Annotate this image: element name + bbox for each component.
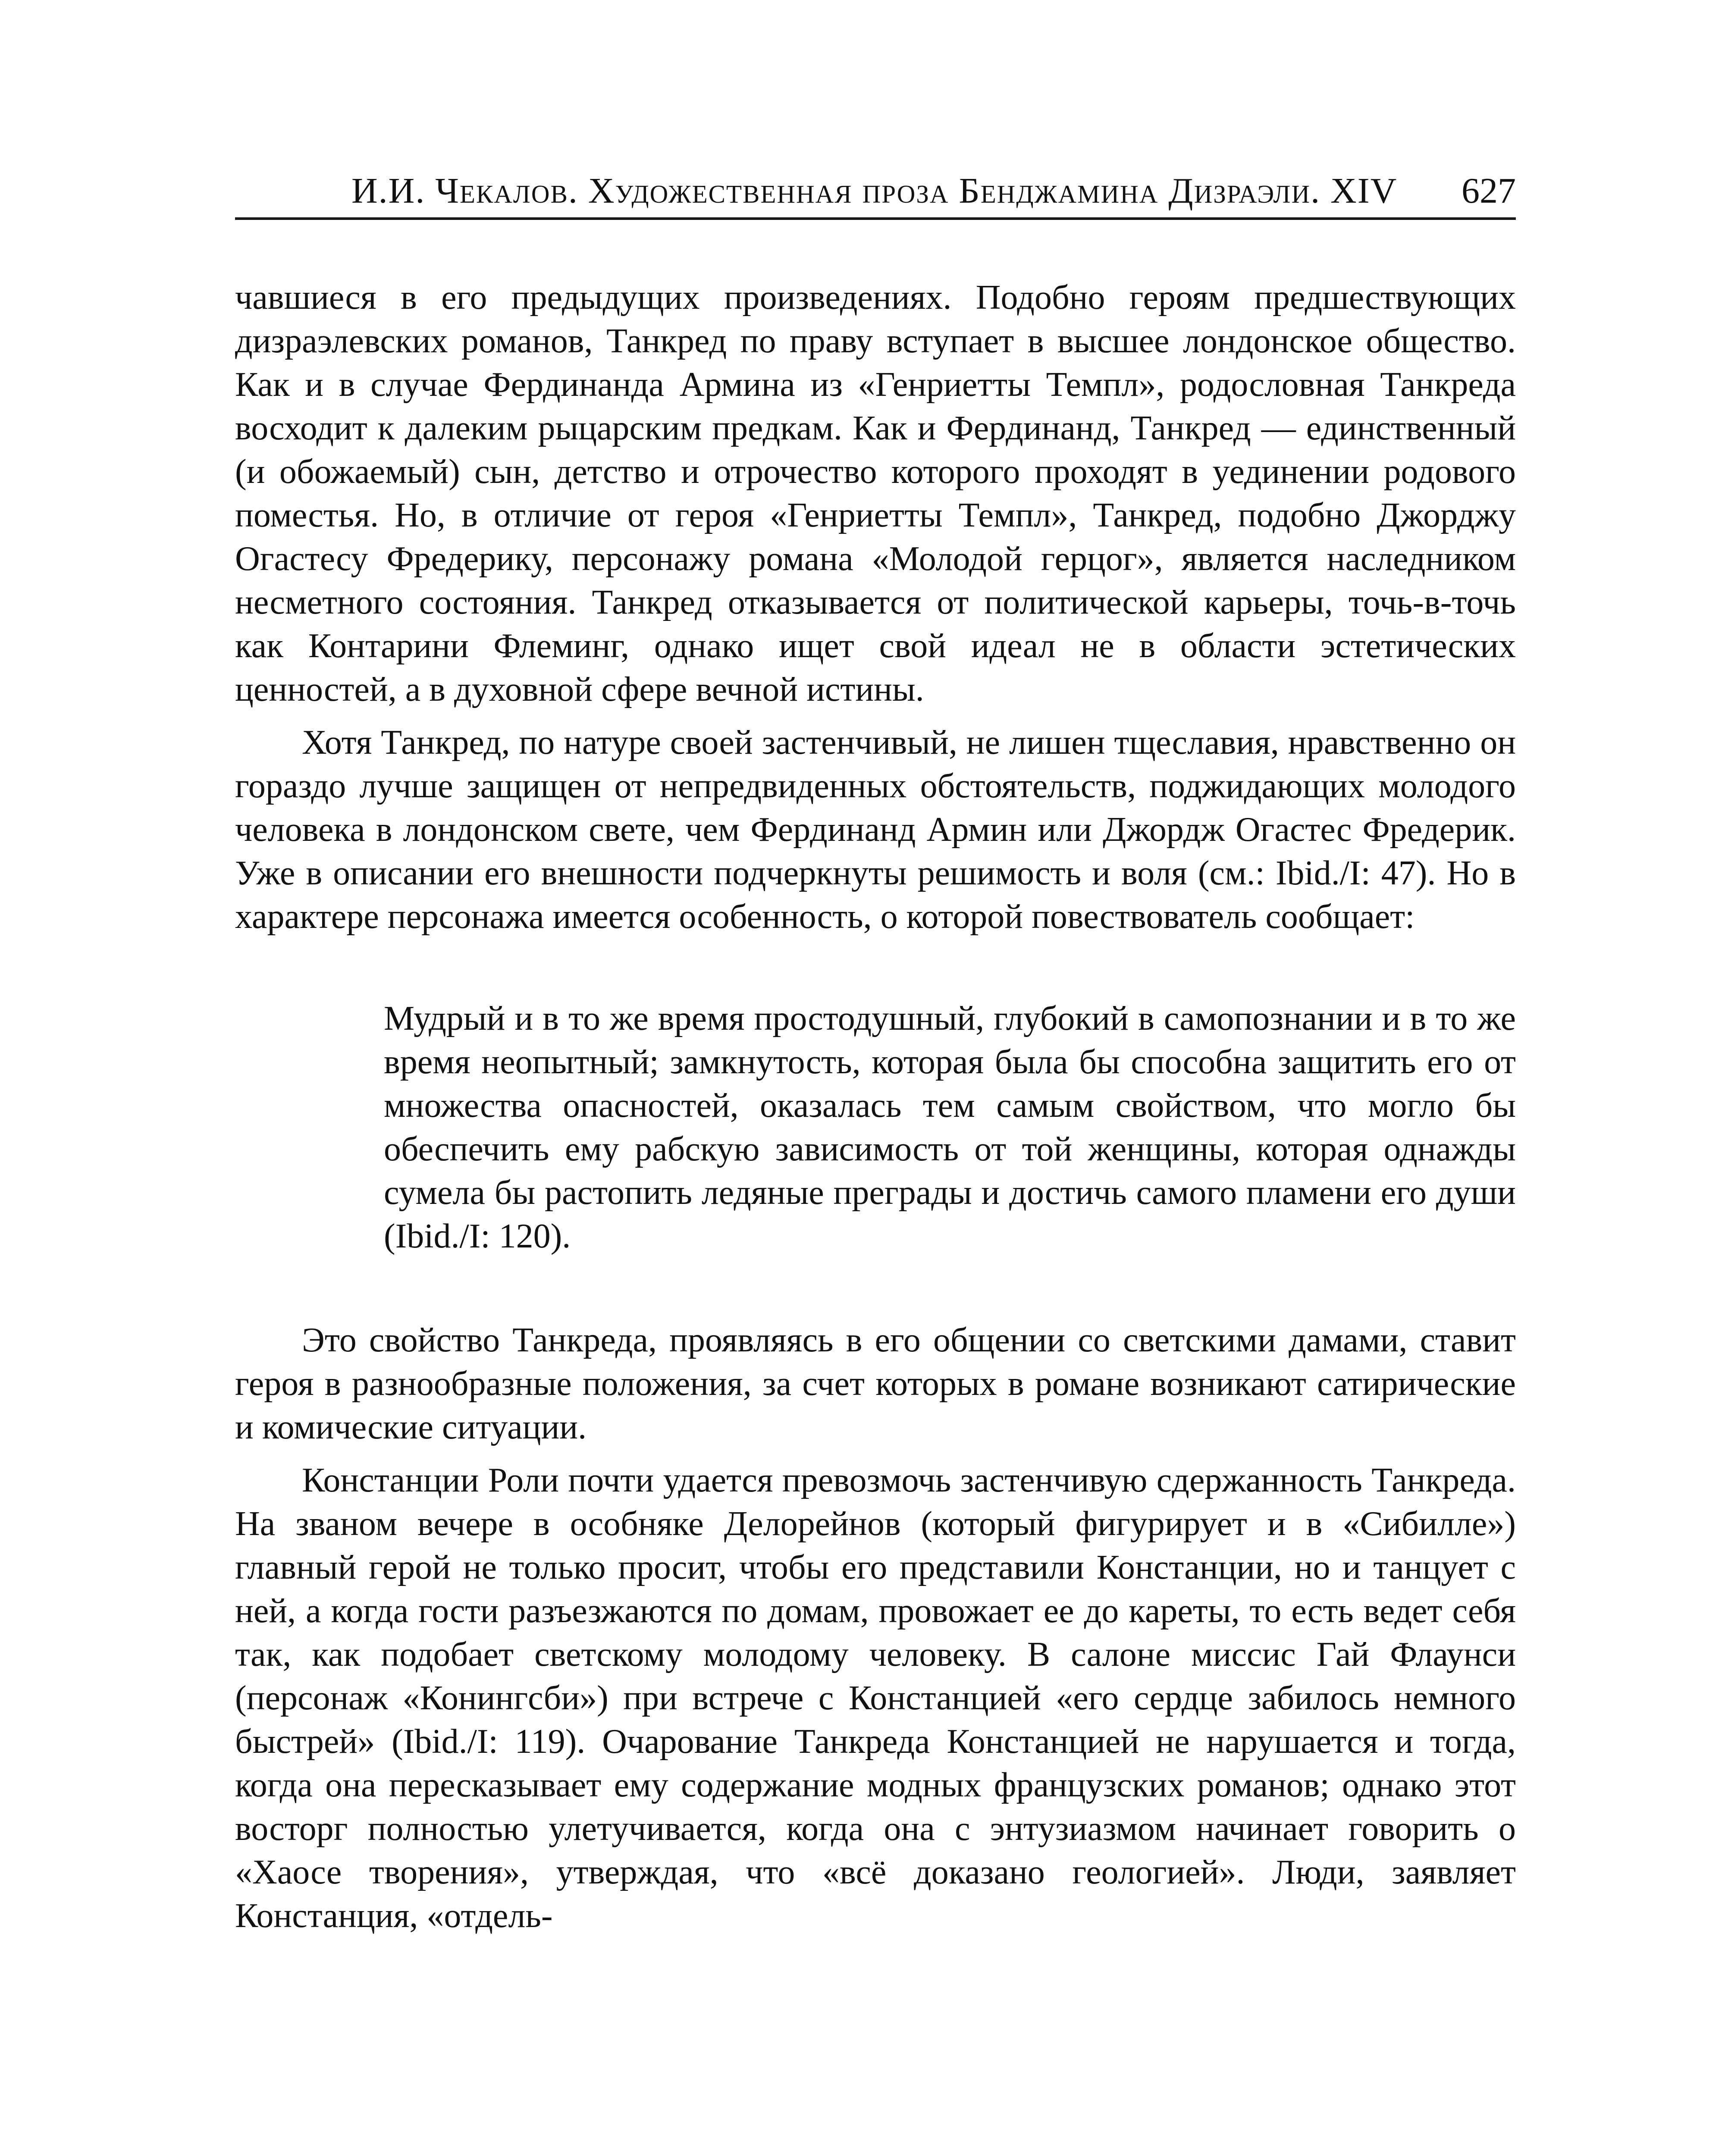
paragraph-2: Хотя Танкред, по натуре своей застенчивый, не лишен тщеславия, нравственно он гораздо лучше защищен от непредвиденных обстоятельств, поджидающих молодого человека в лондонском свете, чем Фердинанд Армин или Джордж Огастес Фредерик. Уже в описании его внешности подчеркнуты решимость и воля (см.: Ibid./I: 47). Но в характере персонажа имеется особенность, о которой повествователь сообщает: [235,724,1516,936]
paragraph-4: Констанции Роли почти удается превозмочь застенчивую сдержанность Танкреда. На званом вечере в особняке Делорейнов (который фигурирует и в «Сибилле») главный герой не только просит, чтобы его представили Констанции, но и танцует с ней, а когда гости разъезжаются по домам, провожает ее до кареты, то есть ведет себя так, как подобает светскому молодому человеку. В салоне миссис Гай Флаунси (персонаж «Конингсби») при встрече с Констанцией «его сердце забилось немного быстрей» (Ibid./I: 119). Очарование Танкреда Констанцией не нарушается и тогда, когда она пересказывает ему содержание модных французских романов; однако этот восторг полностью улетучивается, когда она с энтузиазмом начинает говорить о «Хаосе творения», утверждая, что «всё доказано геологией». Люди, заявляет Констанция, «отдель- [235,1461,1516,1935]
block-quote: Мудрый и в то же время простодушный, глубокий в самопознании и в то же время неопытный; замкнутость, которая была бы способна защитить его от множества опасностей, оказалась тем самым свойством, что могло бы обеспечить ему рабскую зависимость от той женщины, которая однажды сумела бы растопить ледяные преграды и достичь самого пламени его души (Ibid./I: 120). [384,1000,1516,1255]
paragraph-1: чавшиеся в его предыдущих произведениях. Подобно героям предшествующих дизраэлевских романов, Танкред по праву вступает в высшее лондонское общество. Как и в случае Фердинанда Армина из «Генриетты Темпл», родословная Танкреда восходит к далеким рыцарским предкам. Как и Фердинанд, Танкред — единственный (и обожаемый) сын, детство и отрочество которого проходят в уединении родового поместья. Но, в отличие от героя «Генриетты Темпл», Танкред, подобно Джорджу Огастесу Фредерику, персонажу романа «Молодой герцог», является наследником несметного состояния. Танкред отказывается от политической карьеры, точь-в-точь как Контарини Флеминг, однако ищет свой идеал не в области эстетических ценностей, а в духовной сфере вечной истины. [235,279,1516,708]
running-head [235,164,1516,220]
body-text [235,276,1516,1938]
running-title: И.И. Чекалов. Художественная проза Бенджамина Дизраэли. XIV [351,171,1398,211]
paragraph-3: Это свойство Танкреда, проявляясь в его общении со светскими дамами, ставит героя в разнообразные положения, за счет которых в романе возникают сатирические и комические ситуации. [235,1321,1516,1446]
page-number: 627 [1462,171,1516,211]
